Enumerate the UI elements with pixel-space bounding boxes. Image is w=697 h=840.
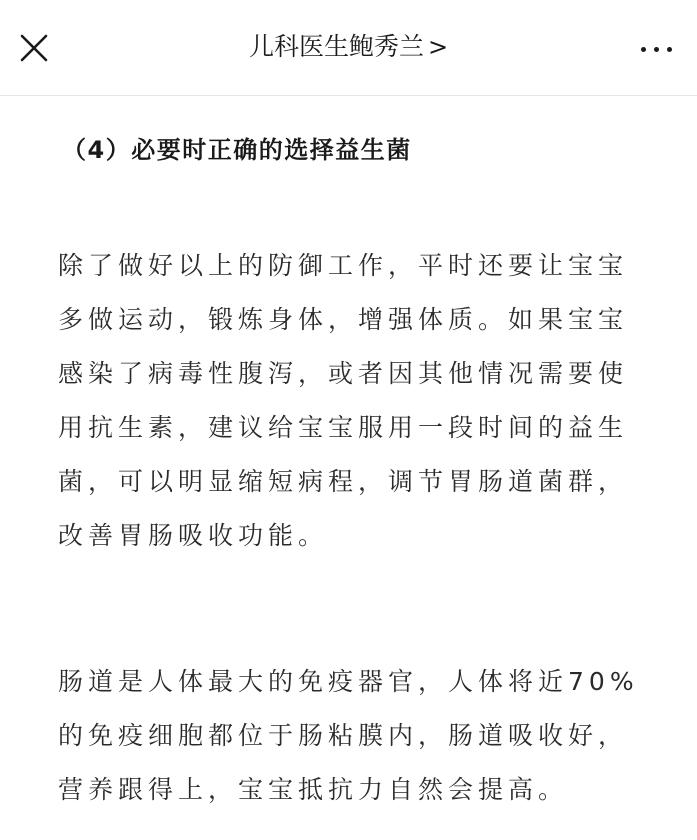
paragraph-line: 除了做好以上的防御工作，平时还要让宝宝: [58, 251, 629, 280]
paragraph-line: 肠道是人体最大的免疫器官，人体将近70%: [58, 667, 639, 696]
account-title-link[interactable]: [0, 30, 697, 64]
paragraph-line: 改善胃肠吸收功能。: [58, 521, 329, 550]
paragraph-line: 感染了病毒性腹泻，或者因其他情况需要使: [58, 359, 629, 388]
more-dot: [667, 47, 672, 52]
paragraph-line: 多做运动，锻炼身体，增强体质。如果宝宝: [58, 305, 629, 334]
paragraph-line: 菌，可以明显缩短病程，调节胃肠道菌群，: [58, 467, 629, 496]
paragraph: [58, 655, 648, 817]
paragraph-line: 的免疫细胞都位于肠粘膜内，肠道吸收好，: [58, 721, 629, 750]
paragraph-line: 用抗生素，建议给宝宝服用一段时间的益生: [58, 413, 629, 442]
more-options-button[interactable]: [635, 34, 679, 64]
more-dot: [641, 47, 646, 52]
paragraph-line: 营养跟得上，宝宝抵抗力自然会提高。: [58, 775, 569, 804]
section-heading: （4）必要时正确的选择益生菌: [62, 136, 412, 164]
paragraph: [58, 239, 648, 563]
chevron-right-icon: >: [427, 33, 449, 61]
account-title: 儿科医生鲍秀兰: [248, 32, 424, 61]
more-dot: [654, 47, 659, 52]
top-navigation-bar: [0, 0, 697, 96]
